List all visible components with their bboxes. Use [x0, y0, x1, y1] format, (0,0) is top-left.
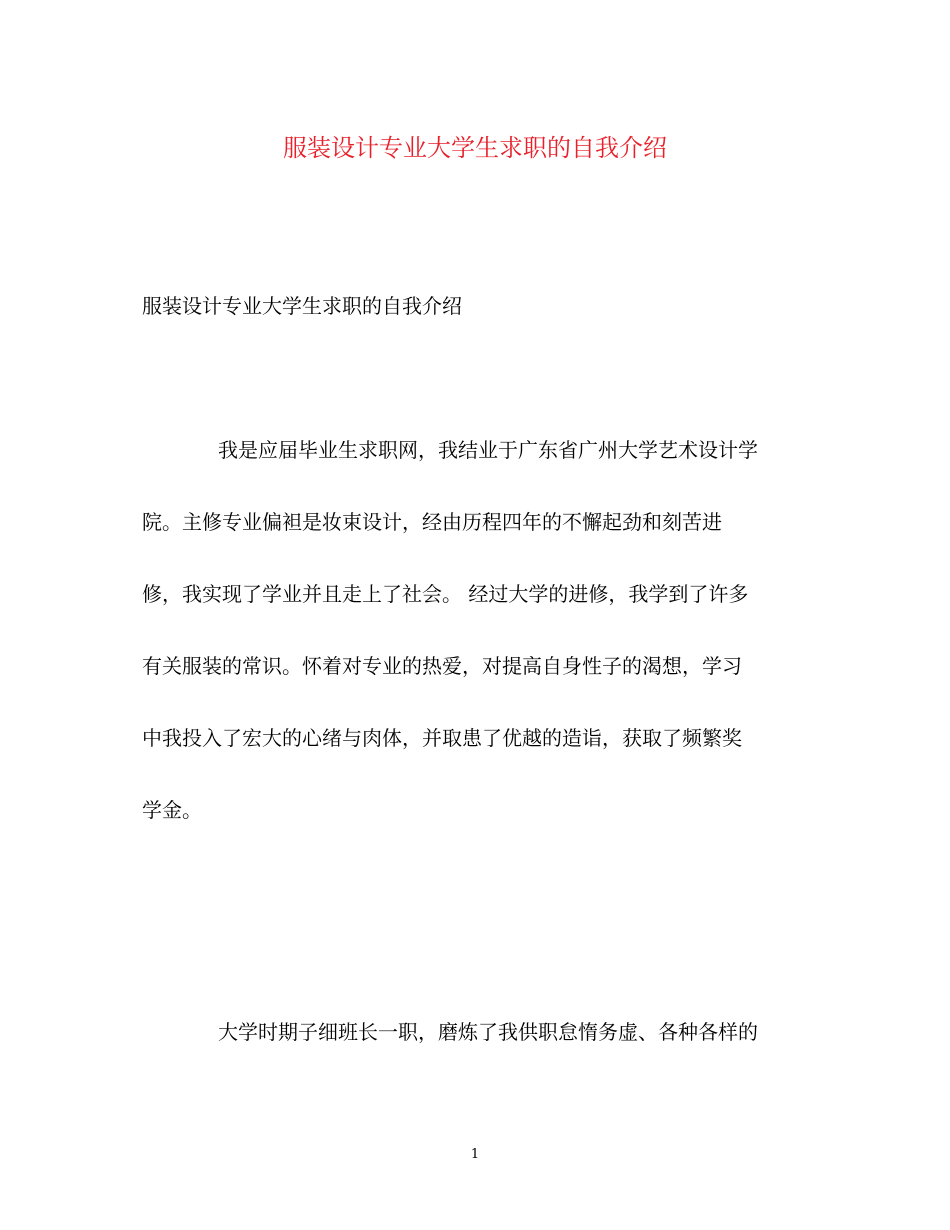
paragraph-line: 中我投入了宏大的心绪与肉体，并取患了优越的造诣，获取了频繁奖: [142, 726, 742, 750]
paragraph-line: 我是应届毕业生求职网，我结业于广东省广州大学艺术设计学: [218, 438, 758, 462]
paragraph-line: 学金。: [142, 798, 202, 822]
paragraph-line: 大学时期子细班长一职，磨炼了我供职怠惰务虚、各种各样的: [218, 1020, 758, 1044]
document-title: 服装设计专业大学生求职的自我介绍: [283, 134, 667, 162]
page-number: 1: [470, 1147, 480, 1162]
document-subtitle: 服装设计专业大学生求职的自我介绍: [142, 294, 462, 318]
paragraph-line: 院。主修专业偏袒是妆束设计，经由历程四年的不懈起劲和刻苦进: [142, 510, 722, 534]
paragraph-line: 修，我实现了学业并且走上了社会。 经过大学的进修，我学到了许多: [142, 582, 749, 606]
paragraph-line: 有关服装的常识。怀着对专业的热爱，对提高自身性子的渴想，学习: [142, 654, 742, 678]
